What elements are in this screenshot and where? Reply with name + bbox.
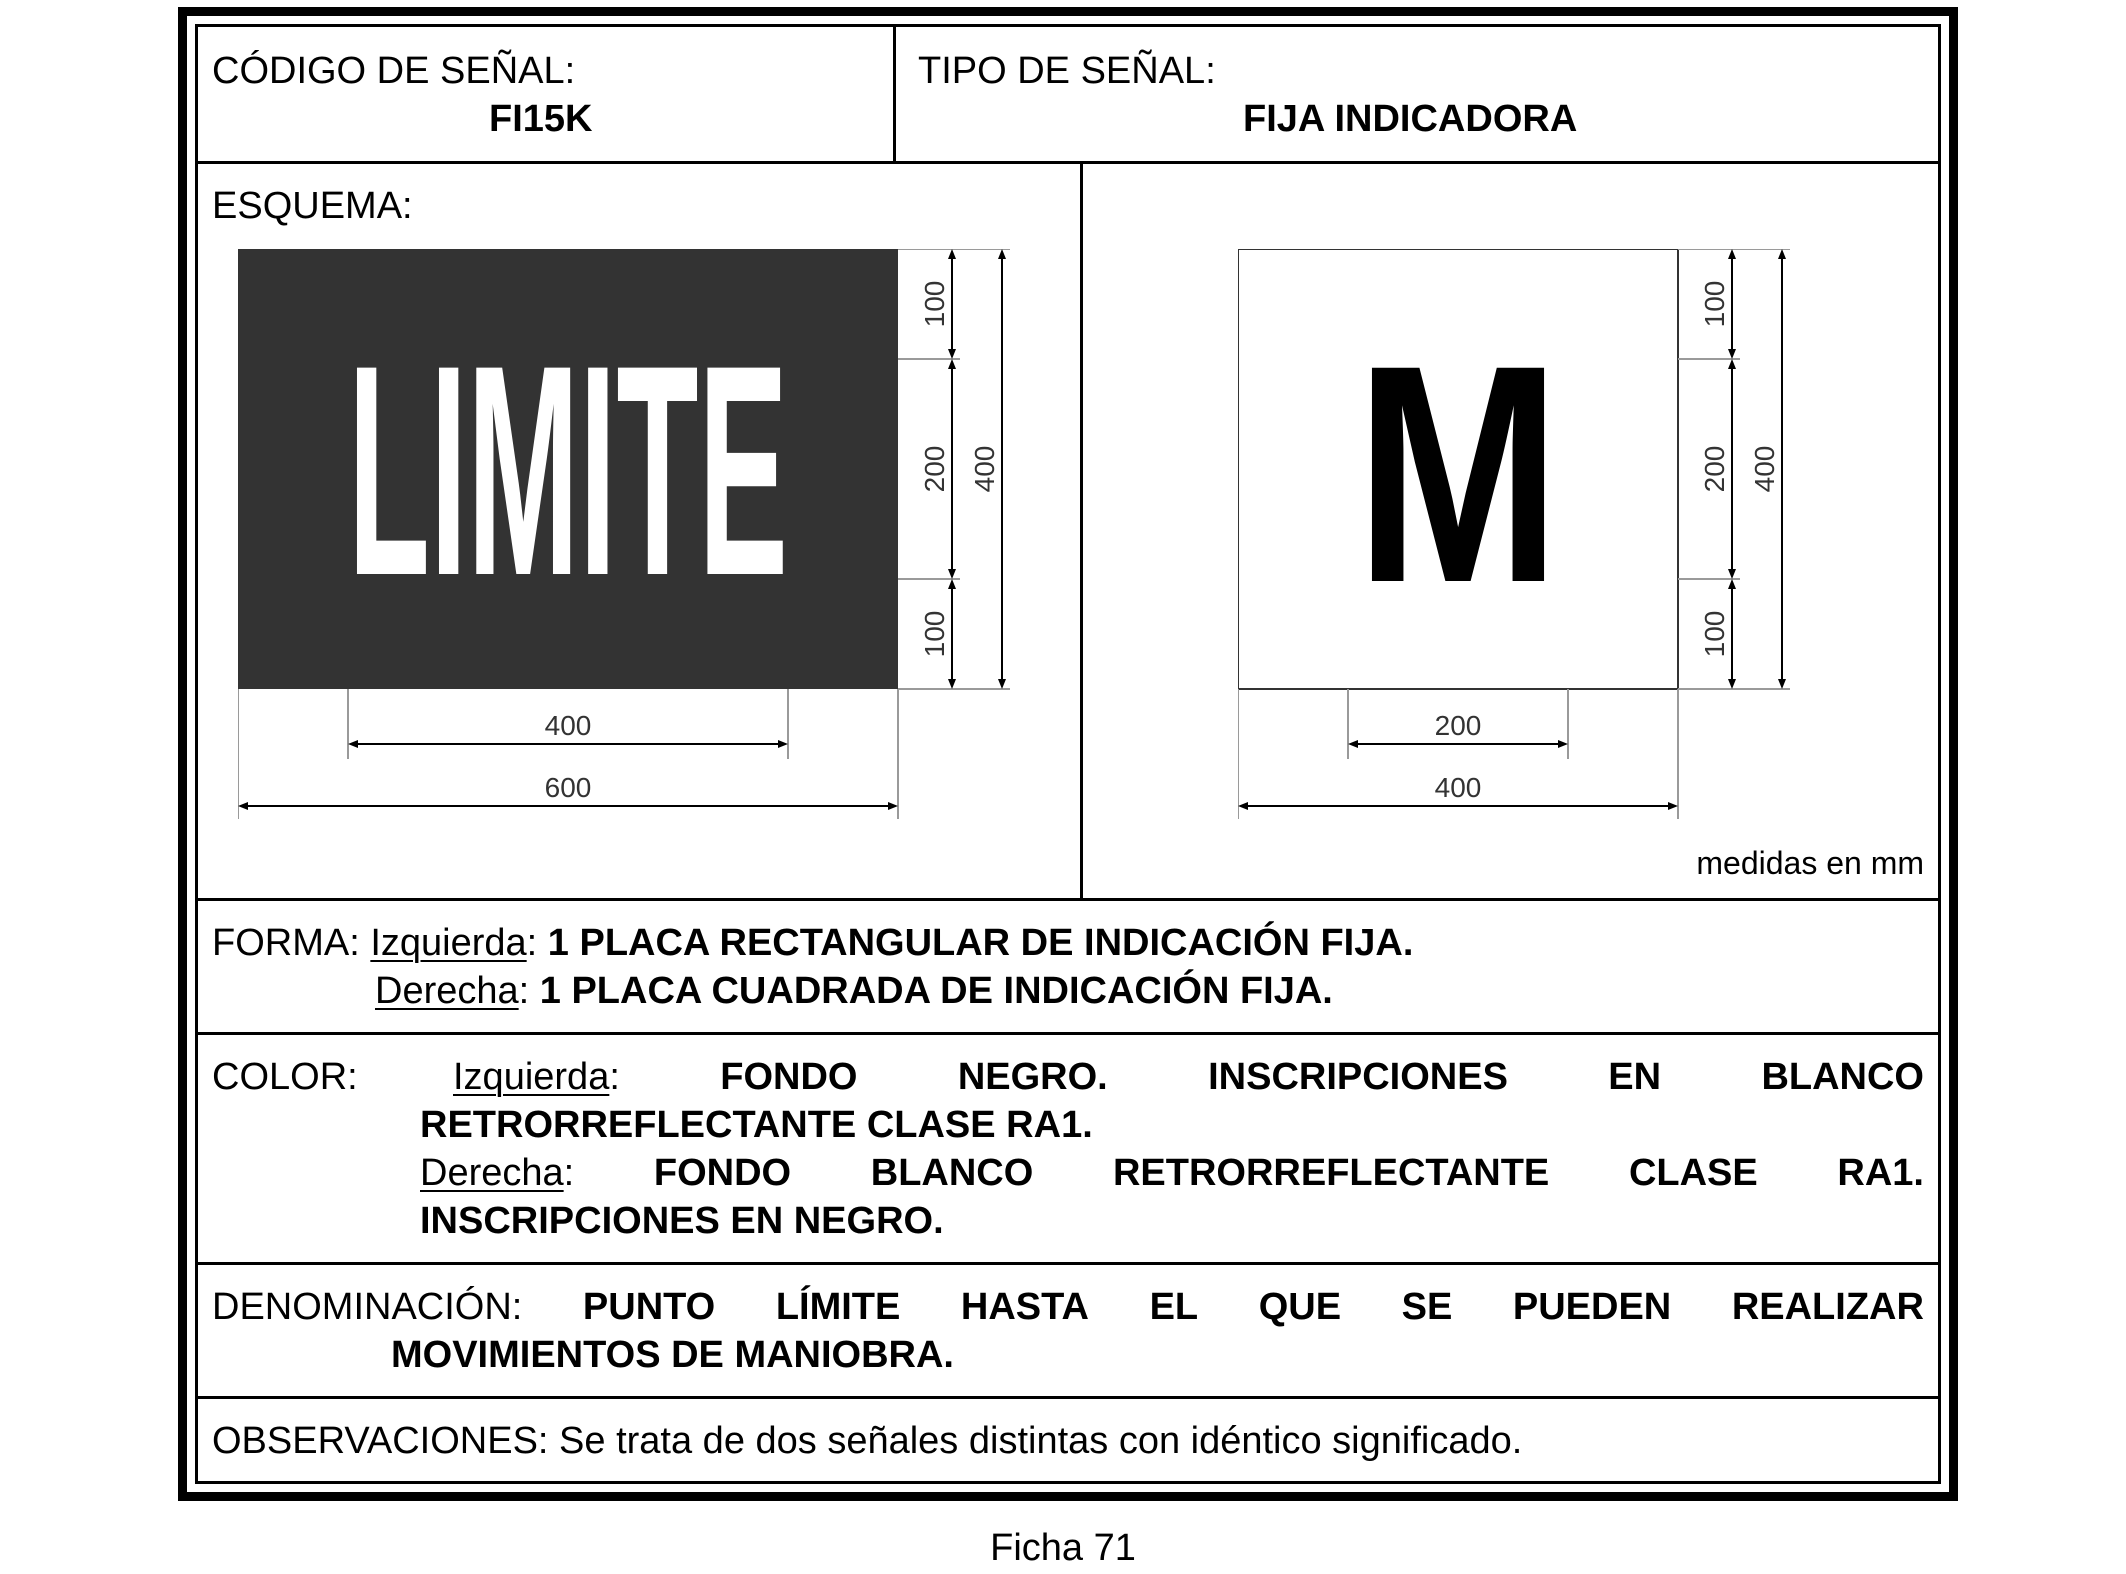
denominacion-word: REALIZAR xyxy=(1731,1286,1924,1328)
denominacion-word: HASTA xyxy=(960,1286,1089,1328)
denominacion-line-1 xyxy=(212,1283,1924,1331)
right-dim-inner-width: 200 xyxy=(1434,710,1482,741)
right-sign-inscription: M xyxy=(1355,300,1561,647)
observaciones-line xyxy=(212,1417,1522,1465)
forma-line-2: Derecha: 1 PLACA CUADRADA DE INDICACIÓN FIJA. xyxy=(375,970,1333,1012)
color-der-line: Derecha: FONDO BLANCO RETRORREFLECTANTE CLASE RA1. xyxy=(420,1149,1924,1197)
color-izq-word: INSCRIPCIONES xyxy=(1208,1056,1508,1098)
sign-sheet xyxy=(178,7,1958,1501)
denominacion-row xyxy=(198,1265,1938,1399)
codigo-label: CÓDIGO DE SEÑAL: xyxy=(212,50,576,92)
tipo-label: TIPO DE SEÑAL: xyxy=(918,50,1216,92)
header-row xyxy=(198,27,1938,164)
denominacion-label: DENOMINACIÓN: xyxy=(212,1286,523,1328)
left-dim-total-width: 600 xyxy=(544,772,592,803)
color-der-word: RETRORREFLECTANTE xyxy=(1112,1152,1550,1194)
forma-izq-label: Izquierda xyxy=(370,922,527,964)
color-der-label: Derecha xyxy=(420,1152,564,1194)
forma-der-text: 1 PLACA CUADRADA DE INDICACIÓN FIJA. xyxy=(539,970,1333,1012)
right-dim-bottom: 100 xyxy=(1699,610,1730,658)
tipo-value: FIJA INDICADORA xyxy=(1243,98,1578,140)
esquema-row xyxy=(198,164,1938,901)
observaciones-text: Se trata de dos señales distintas con idéntico significado. xyxy=(559,1420,1523,1462)
denominacion-word: LÍMITE xyxy=(775,1286,901,1328)
observaciones-row xyxy=(198,1399,1938,1481)
color-izq-line: Izquierda: FONDO NEGRO. INSCRIPCIONES EN BLANCO xyxy=(453,1053,1924,1101)
left-dim-middle: 200 xyxy=(919,445,950,493)
forma-izq-text: 1 PLACA RECTANGULAR DE INDICACIÓN FIJA. xyxy=(547,922,1414,964)
left-sign-inscription: LIMITE xyxy=(348,302,788,638)
denominacion-line-2: MOVIMIENTOS DE MANIOBRA. xyxy=(391,1334,954,1376)
left-dim-total-height: 400 xyxy=(969,445,1000,493)
color-row xyxy=(198,1035,1938,1265)
forma-line-1: FORMA: Izquierda: 1 PLACA RECTANGULAR DE INDICACIÓN FIJA. xyxy=(212,922,1414,964)
right-sign-drawing xyxy=(1238,249,1858,849)
left-sign-drawing xyxy=(238,249,1038,849)
observaciones-label: OBSERVACIONES: xyxy=(212,1420,549,1462)
color-izq-word: BLANCO xyxy=(1761,1056,1924,1098)
right-dim-top: 100 xyxy=(1699,280,1730,328)
denominacion-word: QUE xyxy=(1258,1286,1342,1328)
esquema-label: ESQUEMA: xyxy=(212,185,413,227)
left-dim-top: 100 xyxy=(919,280,950,328)
forma-der-label: Derecha xyxy=(375,970,519,1012)
units-note: medidas en mm xyxy=(1696,845,1924,881)
color-der-word: CLASE xyxy=(1628,1152,1758,1194)
color-izq-line-2: RETRORREFLECTANTE CLASE RA1. xyxy=(420,1104,1093,1146)
color-izq-word: EN xyxy=(1608,1056,1662,1098)
color-label: COLOR: xyxy=(212,1056,358,1098)
forma-label: FORMA: xyxy=(212,922,360,964)
color-der-word: FONDO xyxy=(653,1152,792,1194)
left-dim-bottom: 100 xyxy=(919,610,950,658)
denominacion-word: EL xyxy=(1149,1286,1199,1328)
right-dim-total-height: 400 xyxy=(1749,445,1780,493)
left-dim-inner-width: 400 xyxy=(544,710,592,741)
color-izq-word: FONDO xyxy=(720,1056,858,1098)
page-footer: Ficha 71 xyxy=(990,1527,1136,1569)
denominacion-word: PUNTO xyxy=(582,1286,716,1328)
codigo-value: FI15K xyxy=(489,98,593,140)
color-der-word: BLANCO xyxy=(870,1152,1034,1194)
color-izq-word: NEGRO. xyxy=(957,1056,1108,1098)
sheet-inner-frame xyxy=(195,24,1941,1484)
color-izq-label: Izquierda xyxy=(453,1056,610,1098)
right-dim-middle: 200 xyxy=(1699,445,1730,493)
color-der-line-2: INSCRIPCIONES EN NEGRO. xyxy=(420,1200,944,1242)
color-der-word: RA1. xyxy=(1837,1152,1924,1194)
denominacion-word: PUEDEN xyxy=(1512,1286,1672,1328)
denominacion-word: SE xyxy=(1401,1286,1453,1328)
right-dim-total-width: 400 xyxy=(1434,772,1482,803)
esquema-divider xyxy=(1080,164,1083,898)
forma-row xyxy=(198,901,1938,1035)
header-divider xyxy=(893,27,896,161)
